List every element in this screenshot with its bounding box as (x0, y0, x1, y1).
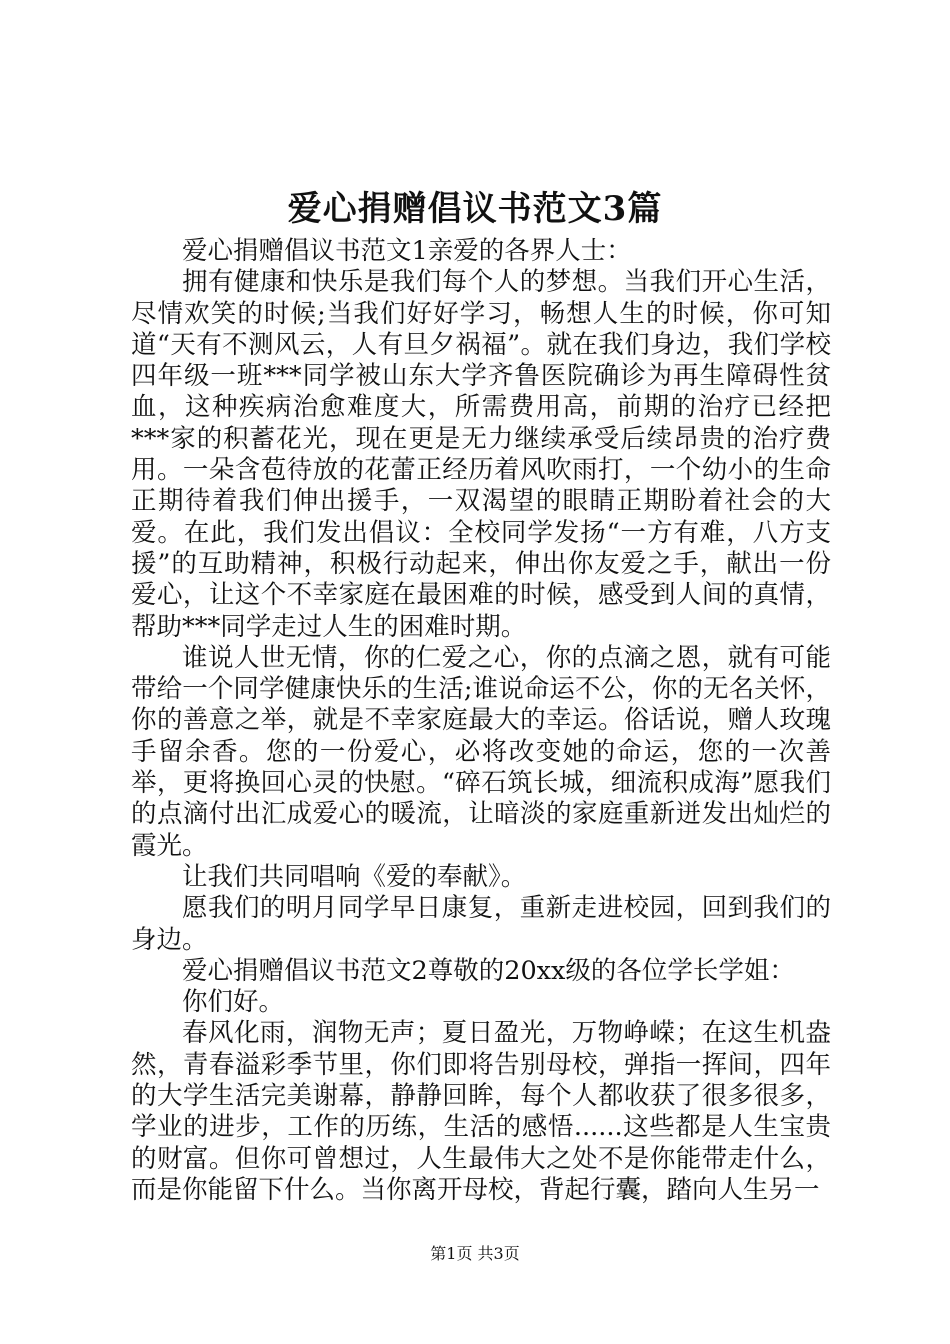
paragraph: 你们好。 (182, 987, 285, 1018)
paragraph: 爱心捐赠倡议书范文2尊敬的20xx级的各位学长学姐： (182, 955, 795, 986)
paragraph: 爱心捐赠倡议书范文1亲爱的各界人士： (182, 236, 632, 266)
paragraph: 让我们共同唱响《爱的奉献》。 (182, 861, 527, 892)
paragraph: 春风化雨，润物无声；夏日盈光，万物峥嵘；在这生机盎然，青春溢彩季节里，你们即将告别母校，弹指一挥间，四年的大学生活完美谢幕，静静回眸，每个人都收获了很多很多，学业的进步，工作的历练，生活的感悟......这些都是人生宝贵的财富。但你可曾想过，人生最伟大之处不是你能带走什么，而是你能留下什么。当你离开母校，背起行囊，踏向人生另一 (131, 1018, 831, 1205)
document-title: 爱心捐赠倡议书范文3篇 (287, 189, 663, 229)
document-body (131, 236, 831, 1206)
paragraph: 谁说人世无情，你的仁爱之心，你的点滴之恩，就有可能带给一个同学健康快乐的生活;谁说命运不公，你的无名关怀，你的善意之举，就是不幸家庭最大的幸运。俗话说，赠人玫瑰手留余香。您的一份爱心，必将改变她的命运，您的一次善举，更将换回心灵的快慰。“碎石筑长城，细流积成海”愿我们的点滴付出汇成爱心的暖流，让暗淡的家庭重新迸发出灿烂的霞光。 (131, 642, 831, 861)
paragraph: 愿我们的明月同学早日康复，重新走进校园，回到我们的身边。 (131, 893, 831, 955)
paragraph: 拥有健康和快乐是我们每个人的梦想。当我们开心生活，尽情欢笑的时候;当我们好好学习，畅想人生的时候，你可知道“天有不测风云，人有旦夕祸福”。就在我们身边，我们学校四年级一班***同学被山东大学齐鲁医院确诊为再生障碍性贫血，这种疾病治愈难度大，所需费用高，前期的治疗已经把***家的积蓄花光，现在更是无力继续承受后续昂贵的治疗费用。一朵含苞待放的花蕾正经历着风吹雨打，一个幼小的生命正期待着我们伸出援手，一双渴望的眼睛正期盼着社会的大爱。在此，我们发出倡议：全校同学发扬“一方有难，八方支援”的互助精神，积极行动起来，伸出你友爱之手，献出一份爱心，让这个不幸家庭在最困难的时候，感受到人间的真情，帮助***同学走过人生的困难时期。 (131, 267, 831, 642)
page-footer: 第1页 共3页 (430, 1244, 520, 1263)
